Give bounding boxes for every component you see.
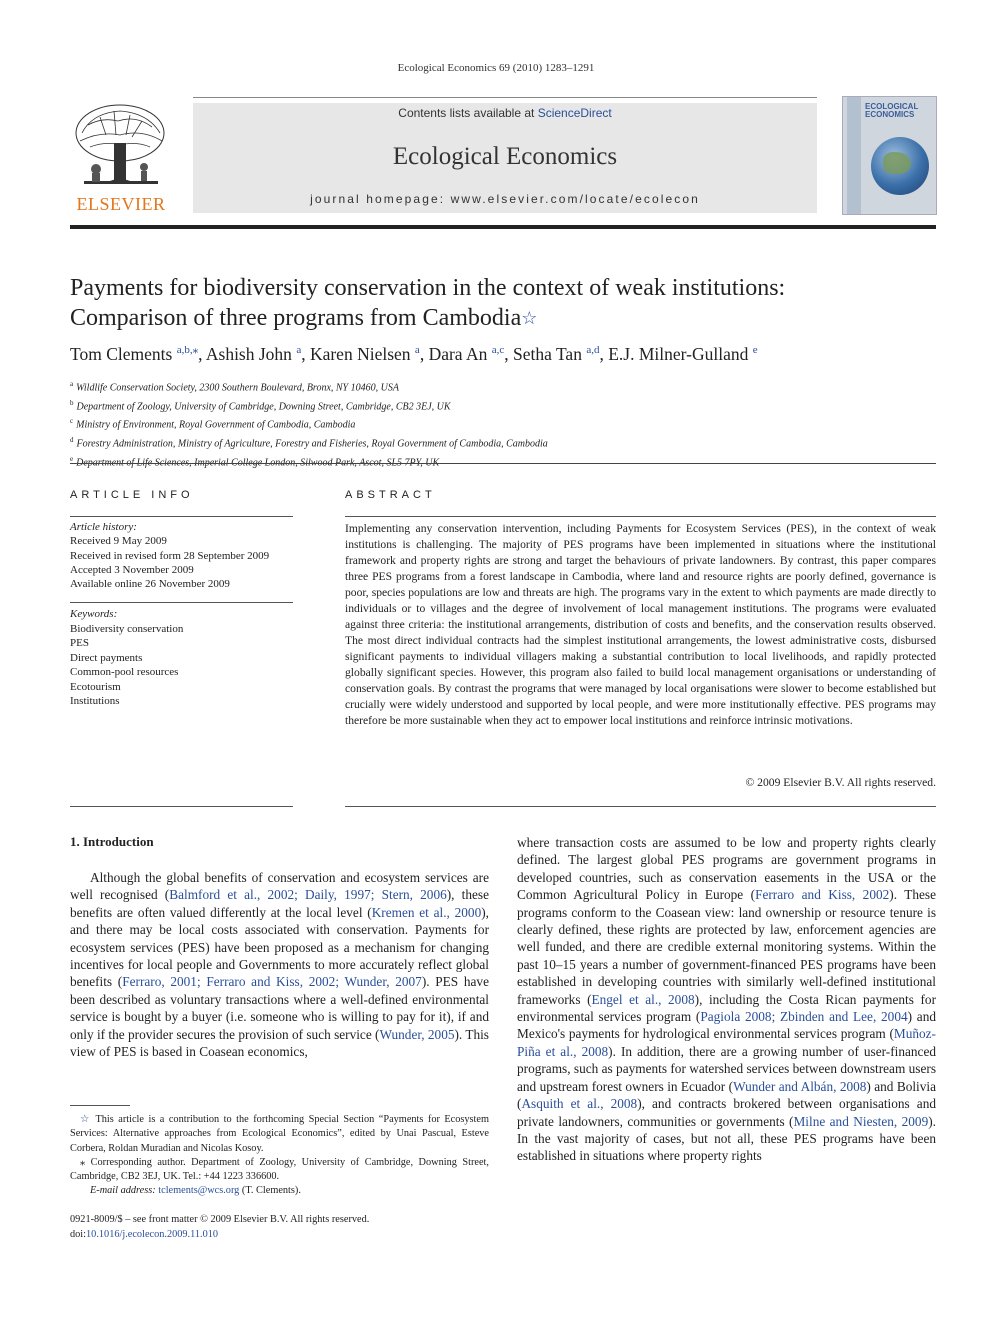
keyword-item: Common-pool resources (70, 666, 179, 678)
affiliation-mark: a (70, 380, 74, 388)
citation-link[interactable]: Asquith et al., 2008 (521, 1096, 638, 1112)
citation-link[interactable]: Wunder and Albán, 2008 (733, 1078, 867, 1094)
doi-label: doi: (70, 1228, 87, 1240)
journal-homepage[interactable]: journal homepage: www.elsevier.com/locate/ecolecon (310, 192, 700, 206)
author-list: Tom Clements $^{a,b,⁎}$, Ashish John $^a$, Karen Nielsen $^a$, Dara An $^{a,c}$, Setha Tan $^{a,d}$, E.J. Milner-Gulland $^e$ (70, 343, 758, 364)
footnote-rule (70, 1105, 130, 1106)
citation-link[interactable]: Pagiola 2008; Zbinden and Lee, 2004 (700, 1009, 908, 1025)
author-name[interactable]: Karen Nielsen (309, 343, 411, 364)
cover-stripe (847, 97, 861, 214)
citation-link[interactable]: Engel et al., 2008 (591, 991, 695, 1007)
sciencedirect-link[interactable]: ScienceDirect (537, 106, 612, 120)
history-item: Available online 26 November 2009 (70, 578, 230, 591)
keyword-item: Direct payments (70, 651, 143, 664)
article-info-rule (70, 516, 293, 517)
affiliation-text: Department of Zoology, University of Cambridge, Downing Street, Cambridge, CB2 3EJ, UK (76, 400, 451, 412)
footnote-asterisk-mark: ⁎ (80, 1156, 91, 1168)
footnote-star-mark: ☆ (80, 1114, 96, 1125)
email-footnote (70, 1184, 489, 1198)
title-footnote-star[interactable]: ☆ (521, 308, 538, 328)
header-divider (70, 225, 936, 229)
affiliation-item (70, 433, 936, 452)
author-affiliation-mark[interactable]: e (752, 344, 758, 356)
history-item: Received 9 May 2009 (70, 535, 167, 548)
abstract-text: Implementing any conservation intervention, including Payments for Ecosystem Services (PES), in the context of weak institutions is challenging. The majority of PES programs have been implemented in situations where the institutional framework and property rights are strong and target the behaviours of private landowners. By contrast, this paper compares three PES programs from a forest landscape in Cambodia, where land and resource rights are poorly defined, governance is poor, species populations are low and threats are high. The programs vary in the extent to which payments are made directly to individuals or to villages and the degree of involvement of local management institutions. The programs were evaluated against three criteria: the institutional arrangements, distribution of costs and benefits, and the conservation results observed. The most direct individual contracts had the simplest institutional arrangements, the lowest administrative costs, disbursed significant payments to individual villagers making a substantial contribution to local livelihoods, and rapidly protected globally significant species. However, this program also failed to build local management organisations or understanding of conservation goals. By contrast the programs that were managed by local organisations were slower to become established but crucially were widely understood and supported by local people, and were more institutionally effective. PES programs may therefore be more sustainable when they act to empower local institutions and reinforce intrinsic motivations. (345, 522, 936, 727)
footnotes (70, 1113, 489, 1199)
abstract-heading: ABSTRACT (345, 489, 436, 501)
body-column-left: Although the global benefits of conservation and ecosystem services are well recognised (Balmford et al., 2002; Daily, 1997; Stern, 2006), these benefits are often valued differently at the local level (Kremen et al., 2000), and there may be local costs associated with conservation. Payments for ecosystem services (PES) have been proposed as a mechanism for changing incentives for local people and Governments to more accurately reflect global benefits (Ferraro, 2001; Ferraro and Kiss, 2002; Wunder, 2007). PES have been described as voluntary transactions where a well-defined environmental service is bought by a buyer (i.e. someone who is willing to pay for it), if and only if the provider secures the provision of such service (Wunder, 2005). This view of PES is based in Coasean economics, (70, 870, 489, 1060)
doi-link[interactable]: 10.1016/j.ecolecon.2009.11.010 (86, 1228, 219, 1240)
author-affiliation-mark[interactable]: a (296, 344, 302, 356)
keyword-item: Biodiversity conservation (70, 622, 184, 635)
section-heading: 1. Introduction (70, 834, 154, 849)
email-link[interactable]: tclements@wcs.org (158, 1185, 240, 1197)
abstract-bottom-rule (345, 806, 936, 807)
title-line-1: Payments for biodiversity conservation in the context of weak institutions: (70, 275, 786, 301)
citation-link[interactable]: Milne and Niesten, 2009 (793, 1113, 929, 1129)
affiliations (70, 377, 936, 470)
article-title (70, 273, 936, 333)
star-footnote (70, 1113, 489, 1156)
author-name[interactable]: Setha Tan (513, 343, 582, 364)
history-item: Accepted 3 November 2009 (70, 563, 194, 576)
affiliation-item (70, 396, 936, 415)
affiliation-mark: d (70, 435, 74, 444)
doi-line (70, 1228, 489, 1243)
author-affiliation-mark[interactable]: a,d (586, 344, 600, 356)
citation-link[interactable]: Kremen et al., 2000 (371, 904, 482, 920)
affiliation-text: Ministry of Environment, Royal Government of Cambodia, Cambodia (76, 419, 356, 431)
cover-title: ECOLOGICAL ECONOMICS (865, 102, 919, 119)
author-affiliation-mark[interactable]: a,c (491, 344, 505, 356)
elsevier-logo (70, 103, 172, 215)
tree-icon (70, 103, 172, 193)
title-line-2 (70, 303, 936, 333)
author-affiliation-mark[interactable]: a,b,⁎ (176, 344, 199, 356)
copyright: © 2009 Elsevier B.V. All rights reserved. (745, 776, 936, 789)
author-name[interactable]: E.J. Milner-Gulland (608, 343, 749, 364)
journal-banner (193, 103, 817, 213)
header-top-rule (193, 97, 817, 98)
affiliation-mark: c (70, 417, 74, 426)
affiliation-item (70, 414, 936, 433)
affiliation-mark: e (70, 454, 74, 463)
history-item: Received in revised form 28 September 2009 (70, 549, 270, 562)
abstract-rule (345, 516, 936, 517)
journal-name: Ecological Economics (392, 143, 618, 170)
citation-link[interactable]: Balmford et al., 2002; Daily, 1997; Stern, 2006 (169, 887, 447, 903)
keywords (70, 607, 293, 709)
star-footnote-text: This article is a contribution to the forthcoming Special Section “Payments for Ecosystem Services: Alternative approaches from Ecological Economics”, edited by Unai Pascual, Esteve Corbera, Roldan Muradian and Nicolas Kosoy. (70, 1114, 489, 1154)
title-line-2-text: Comparison of three programs from Cambodia (70, 305, 522, 331)
contents-line (193, 106, 817, 120)
contents-prefix: Contents lists available at (398, 106, 538, 120)
keywords-label: Keywords: (70, 608, 118, 620)
history-label: Article history: (70, 521, 137, 533)
affiliation-mark: b (70, 398, 74, 407)
issn-block (70, 1213, 489, 1242)
keyword-item: PES (70, 637, 89, 649)
affiliation-text: Forestry Administration, Ministry of Agriculture, Forestry and Fisheries, Royal Government of Cambodia, Cambodia (76, 438, 548, 450)
author-name[interactable]: Tom Clements (70, 343, 173, 364)
article-history (70, 520, 293, 591)
article-info-heading: ARTICLE INFO (70, 489, 194, 501)
author-affiliation-mark[interactable]: a (414, 344, 420, 356)
affiliation-item (70, 452, 936, 471)
email-label: E-mail address: (90, 1185, 156, 1197)
cover-landmass (883, 152, 911, 174)
email-suffix: (T. Clements). (241, 1185, 301, 1197)
keyword-item: Institutions (70, 695, 120, 707)
citation-link[interactable]: Muñoz-Piña et al., 2008 (517, 1026, 936, 1059)
citation-link[interactable]: Wunder, 2005 (379, 1026, 455, 1042)
affiliation-item (70, 377, 936, 396)
journal-reference: Ecological Economics 69 (2010) 1283–1291 (397, 62, 595, 74)
author-name[interactable]: Dara An (428, 343, 488, 364)
article-info-bottom-rule (70, 806, 293, 807)
body-column-right: where transaction costs are assumed to be low and property rights clearly defined. The largest global PES programs are government programs in developed countries, such as conservation easements in the USA or the Common Agricultural Policy in Europe (Ferraro and Kiss, 2002). These programs conform to the Coasean view: land ownership or resource tenure is clearly defined, these rights are protected by law, enforcement agencies are well funded, and there are credible external monitoring systems. Within the past 10–15 years a number of government-financed PES programs have been established in developing countries with similarly well-defined institutional frameworks (Engel et al., 2008), including the Costa Rican payments for environmental services program (Pagiola 2008; Zbinden and Lee, 2004) and Mexico's payments for hydrological environmental services program (Muñoz-Piña et al., 2008). In addition, there are a growing number of user-financed programs, such as payments for watershed services between downstream users and upstream forest owners in Ecuador (Wunder and Albán, 2008) and Bolivia (Asquith et al., 2008), and contracts brokered between organisations and private landowners, communities or governments (Milne and Niesten, 2009). In the vast majority of cases, but not all, these PES programs have been established in situations where property rights (517, 835, 936, 1164)
publisher-name: ELSEVIER (76, 194, 166, 214)
keywords-rule (70, 602, 293, 603)
divider-rule (70, 463, 936, 464)
citation-link[interactable]: Ferraro and Kiss, 2002 (755, 887, 890, 903)
affiliation-text: Wildlife Conservation Society, 2300 Southern Boulevard, Bronx, NY 10460, USA (76, 382, 399, 394)
journal-cover-image (842, 96, 937, 215)
keyword-item: Ecotourism (70, 680, 121, 693)
corresponding-text: Corresponding author. Department of Zoology, University of Cambridge, Downing Street, Cambridge, CB2 3EJ, UK. Tel.: +44 1223 336600. (70, 1156, 489, 1183)
corresponding-footnote (70, 1156, 489, 1185)
issn-line: 0921-8009/$ – see front matter © 2009 Elsevier B.V. All rights reserved. (70, 1214, 370, 1225)
author-name[interactable]: Ashish John (205, 343, 292, 364)
citation-link[interactable]: Ferraro, 2001; Ferraro and Kiss, 2002; Wunder, 2007 (122, 974, 422, 990)
